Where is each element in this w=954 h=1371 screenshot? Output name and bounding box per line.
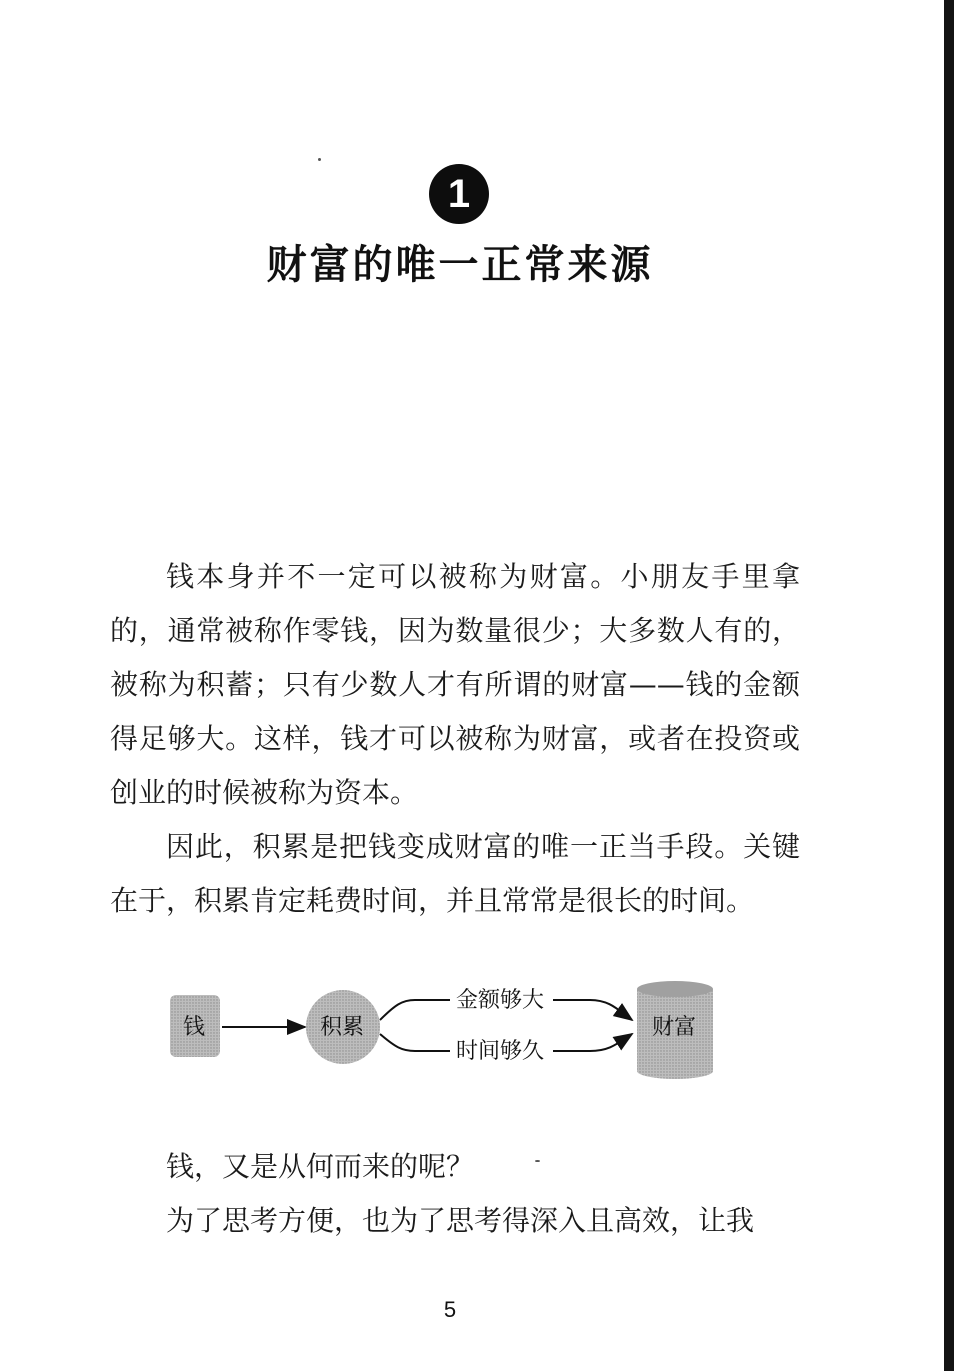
paragraph-1: 钱本身并不一定可以被称为财富。小朋友手里拿的，通常被称作零钱，因为数量很少；大多数人有的，被称为积蓄；只有少数人才有所谓的财富——钱的金额得足够大。这样，钱才可以被称为财富，或者在投资或创业的时候被称为资本。 [110, 560, 800, 809]
condition-time-label: 时间够久 [456, 1039, 545, 1064]
question-line: 钱，又是从何而来的呢？ [166, 1150, 475, 1183]
lower-branch-arrow [553, 1034, 632, 1051]
chapter-number: 1 [447, 172, 471, 216]
scan-speck [535, 1160, 540, 1162]
flow-diagram [150, 975, 750, 1085]
body-text-continued [110, 1140, 800, 1248]
wealth-cylinder-bottom [637, 1063, 713, 1079]
page-edge [944, 0, 954, 1371]
condition-amount-label: 金额够大 [456, 988, 545, 1013]
paragraph-2: 因此，积累是把钱变成财富的唯一正当手段。关键在于，积累肯定耗费时间，并且常常是很长的时间。 [110, 830, 800, 917]
accumulation-label: 积累 [320, 1015, 365, 1040]
lower-branch-line [380, 1034, 450, 1051]
money-label: 钱 [183, 1015, 206, 1040]
page-number: 5 [443, 1297, 457, 1322]
chapter-title: 财富的唯一正常来源 [266, 242, 654, 288]
upper-branch-arrow [553, 1000, 632, 1020]
wealth-label: 财富 [652, 1015, 697, 1040]
wealth-cylinder-top [637, 981, 713, 997]
scan-speck [318, 158, 321, 161]
chapter-number-badge [429, 164, 489, 224]
upper-branch-line [380, 1000, 450, 1020]
body-text [110, 550, 800, 928]
continuation-line: 为了思考方便，也为了思考得深入且高效，让我 [166, 1204, 755, 1237]
